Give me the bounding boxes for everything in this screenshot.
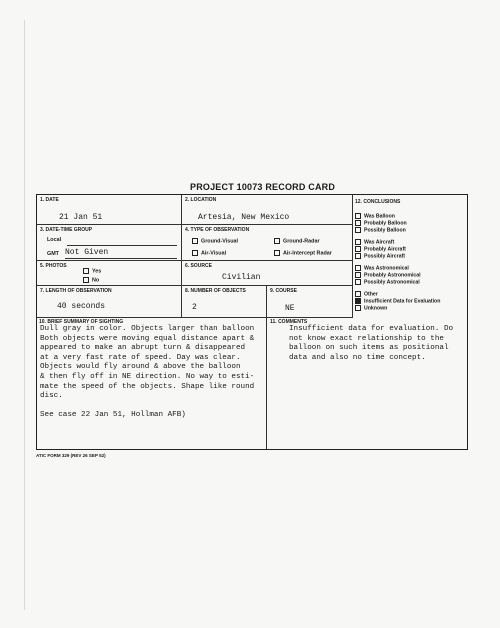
photos-cell xyxy=(37,261,182,286)
checkbox-icon xyxy=(355,253,361,259)
conclusion-item: Was Balloon xyxy=(355,213,395,219)
type-ground-radar: Ground-Radar xyxy=(274,238,320,244)
gmt-value: Not Given xyxy=(65,248,109,257)
location-cell xyxy=(182,195,353,225)
summary-label: 10. BRIEF SUMMARY OF SIGHTING xyxy=(39,319,124,325)
checkbox-icon xyxy=(355,239,361,245)
checkbox-icon xyxy=(355,213,361,219)
conclusion-item: Was Astronomical xyxy=(355,265,409,271)
course-label: 9. COURSE xyxy=(270,288,297,294)
location-label: 2. LOCATION xyxy=(185,197,217,203)
conclusion-item: Probably Balloon xyxy=(355,220,407,226)
checkbox-icon xyxy=(274,238,280,244)
form-footer: ATIC FORM 329 (REV 26 SEP 52) xyxy=(36,453,106,458)
checkbox-icon xyxy=(355,279,361,285)
summary-text: Dull gray in color. Objects larger than balloon Both objects were moving equal distance apart & appeared to make an abrupt turn & disappeared at a very fast rate of speed. Day was clear. Objects would fly around & above the balloon & then fly off in NE direction. No way to esti- mate the speed of the objects. Shape like round disc. See case 22 Jan 51, Hollman AFB) xyxy=(40,325,255,420)
checkbox-icon xyxy=(83,277,89,283)
objects-label: 8. NUMBER OF OBJECTS xyxy=(185,288,246,294)
course-cell xyxy=(267,286,353,318)
checkbox-icon xyxy=(192,250,198,256)
location-value: Artesia, New Mexico xyxy=(198,213,290,222)
card-title: PROJECT 10073 RECORD CARD xyxy=(190,182,336,192)
gmt-underline xyxy=(65,258,177,259)
date-value: 21 Jan 51 xyxy=(59,213,103,222)
source-label: 6. SOURCE xyxy=(185,263,212,269)
checkbox-icon xyxy=(355,298,361,304)
checkbox-icon xyxy=(355,305,361,311)
type-cell xyxy=(182,225,353,261)
conclusion-item: Unknown xyxy=(355,305,387,311)
checkbox-icon xyxy=(274,250,280,256)
date-cell xyxy=(37,195,182,225)
conclusion-item: Probably Astronomical xyxy=(355,272,421,278)
comments-label: 11. COMMENTS xyxy=(270,319,308,325)
conclusion-item: Was Aircraft xyxy=(355,239,394,245)
checkbox-icon xyxy=(355,272,361,278)
checkbox-icon xyxy=(355,227,361,233)
conclusions-label: 12. CONCLUSIONS xyxy=(355,199,401,205)
type-ground-visual: Ground-Visual xyxy=(192,238,238,244)
conclusion-item: Other xyxy=(355,291,378,297)
local-label: Local xyxy=(47,237,62,243)
checkbox-icon xyxy=(192,238,198,244)
checkbox-icon xyxy=(83,268,89,274)
comments-text: Insufficient data for evaluation. Do not know exact relationship to the balloon on such items as positional data and also no time concept. xyxy=(289,325,454,362)
photos-yes: Yes xyxy=(83,268,101,274)
checkbox-icon xyxy=(355,246,361,252)
gmt-label: GMT xyxy=(47,251,59,257)
summary-cell xyxy=(37,318,267,449)
length-cell xyxy=(37,286,182,318)
photos-no: No xyxy=(83,277,99,283)
checkbox-icon xyxy=(355,220,361,226)
conclusion-item: Possibly Aircraft xyxy=(355,253,405,259)
type-air-visual: Air-Visual xyxy=(192,250,226,256)
date-label: 1. DATE xyxy=(40,197,59,203)
conclusion-item: Possibly Balloon xyxy=(355,227,406,233)
source-value: Civilian xyxy=(222,273,261,282)
conclusion-item: Possibly Astronomical xyxy=(355,279,420,285)
local-underline xyxy=(67,245,177,246)
course-value: NE xyxy=(285,304,295,313)
type-air-intercept-radar: Air-Intercept Radar xyxy=(274,250,332,256)
comments-cell xyxy=(267,318,467,449)
source-cell xyxy=(182,261,353,286)
dtg-label: 3. DATE-TIME GROUP xyxy=(40,227,93,233)
dtg-cell xyxy=(37,225,182,261)
objects-value: 2 xyxy=(192,303,197,312)
checkbox-icon xyxy=(355,265,361,271)
checkbox-icon xyxy=(355,291,361,297)
record-card xyxy=(36,194,468,450)
conclusion-item: Insufficient Data for Evaluation xyxy=(355,298,440,304)
type-label: 4. TYPE OF OBSERVATION xyxy=(185,227,250,233)
length-label: 7. LENGTH OF OBSERVATION xyxy=(40,288,112,294)
photos-label: 5. PHOTOS xyxy=(40,263,67,269)
length-value: 40 seconds xyxy=(57,302,106,311)
objects-cell xyxy=(182,286,267,318)
conclusion-item: Probably Aircraft xyxy=(355,246,406,252)
